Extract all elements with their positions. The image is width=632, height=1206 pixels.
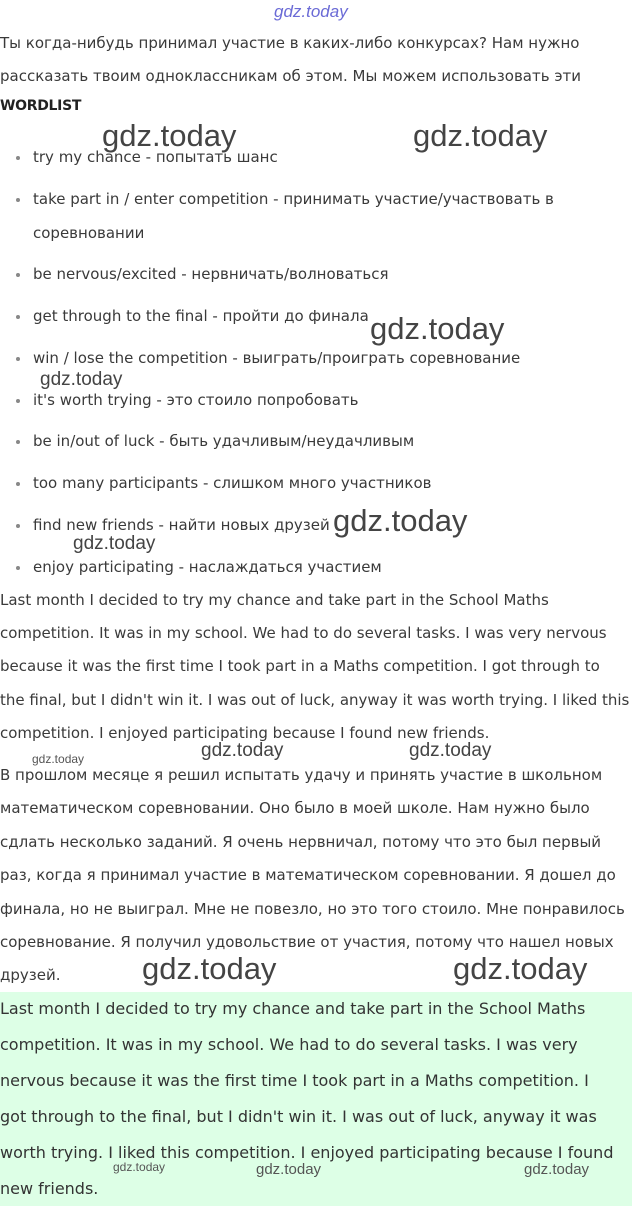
bullet-icon bbox=[16, 482, 20, 486]
wordlist-item: win / lose the competition - выиграть/проиграть соревнование bbox=[33, 349, 521, 367]
bullet-icon bbox=[16, 357, 20, 361]
wordlist-item: too many participants - слишком много участников bbox=[33, 474, 432, 492]
bullet-icon bbox=[16, 440, 20, 444]
bullet-icon bbox=[16, 524, 20, 528]
watermark: gdz.today bbox=[102, 118, 237, 153]
watermark: gdz.today bbox=[370, 311, 505, 346]
wordlist-item: find new friends - найти новых друзей bbox=[33, 516, 330, 534]
english-text-line: Last month I decided to try my chance and take part in the School Maths bbox=[0, 591, 549, 609]
watermark: gdz.today bbox=[274, 2, 348, 21]
answer-text-line: worth trying. I liked this competition. I enjoyed participating because I found bbox=[0, 1143, 614, 1162]
bullet-icon bbox=[16, 566, 20, 570]
bullet-icon bbox=[16, 399, 20, 403]
english-text-line: the final, but I didn't win it. I was out of luck, anyway it was worth trying. I liked this bbox=[0, 691, 630, 709]
wordlist-item: be in/out of luck - быть удачливым/неудачливым bbox=[33, 432, 415, 450]
answer-text-line: competition. It was in my school. We had to do several tasks. I was very bbox=[0, 1035, 578, 1054]
bullet-icon bbox=[16, 315, 20, 319]
english-text-line: competition. It was in my school. We had to do several tasks. I was very nervous bbox=[0, 624, 607, 642]
watermark: gdz.today bbox=[409, 740, 492, 761]
answer-text-line: new friends. bbox=[0, 1179, 99, 1198]
bullet-icon bbox=[16, 198, 20, 202]
russian-text-line: финала, но не выиграл. Мне не повезло, но это того стоило. Мне понравилось bbox=[0, 900, 625, 918]
wordlist-heading: WORDLIST bbox=[0, 98, 82, 114]
watermark: gdz.today bbox=[40, 369, 123, 390]
english-text-line: competition. I enjoyed participating because I found new friends. bbox=[0, 724, 490, 742]
answer-text-line: Last month I decided to try my chance and take part in the School Maths bbox=[0, 999, 586, 1018]
watermark: gdz.today bbox=[524, 1161, 590, 1178]
watermark: gdz.today bbox=[333, 503, 468, 538]
wordlist-item: it's worth trying - это стоило попробовать bbox=[33, 391, 359, 409]
russian-text-line: математическом соревновании. Оно было в моей школе. Нам нужно было bbox=[0, 799, 590, 817]
english-text-line: because it was the first time I took part in a Maths competition. I got through to bbox=[0, 657, 600, 675]
watermark: gdz.today bbox=[73, 533, 156, 554]
watermark: gdz.today bbox=[453, 951, 588, 986]
wordlist-item: be nervous/excited - нервничать/волноваться bbox=[33, 265, 389, 283]
wordlist-item: try my chance - попытать шанс bbox=[33, 148, 278, 166]
intro-line: рассказать твоим одноклассникам об этом. Мы можем использовать эти bbox=[0, 67, 582, 85]
watermark: gdz.today bbox=[113, 1160, 166, 1174]
russian-text-line: сдлать несколько заданий. Я очень нервничал, потому что это был первый bbox=[0, 833, 602, 851]
wordlist-item: enjoy participating - наслаждаться участием bbox=[33, 558, 382, 576]
bullet-icon bbox=[16, 156, 20, 160]
wordlist-item: get through to the final - пройти до финала bbox=[33, 307, 369, 325]
answer-text-line: nervous because it was the first time I took part in a Maths competition. I bbox=[0, 1071, 589, 1090]
watermark: gdz.today bbox=[201, 740, 284, 761]
intro-line: Ты когда-нибудь принимал участие в каких-либо конкурсах? Нам нужно bbox=[0, 34, 580, 52]
watermark: gdz.today bbox=[142, 951, 277, 986]
wordlist-item-continued: соревновании bbox=[33, 224, 145, 242]
russian-text-line: друзей. bbox=[0, 966, 61, 984]
russian-text-line: В прошлом месяце я решил испытать удачу и принять участие в школьном bbox=[0, 766, 603, 784]
russian-text-line: раз, когда я принимал участие в математическом соревновании. Я дошел до bbox=[0, 866, 616, 884]
watermark: gdz.today bbox=[413, 118, 548, 153]
russian-text-line: соревнование. Я получил удовольствие от участия, потому что нашел новых bbox=[0, 933, 614, 951]
answer-text-line: got through to the final, but I didn't win it. I was out of luck, anyway it was bbox=[0, 1107, 597, 1126]
wordlist-item: take part in / enter competition - принимать участие/участвовать в bbox=[33, 190, 554, 208]
watermark: gdz.today bbox=[256, 1161, 322, 1178]
watermark: gdz.today bbox=[32, 752, 85, 766]
bullet-icon bbox=[16, 273, 20, 277]
